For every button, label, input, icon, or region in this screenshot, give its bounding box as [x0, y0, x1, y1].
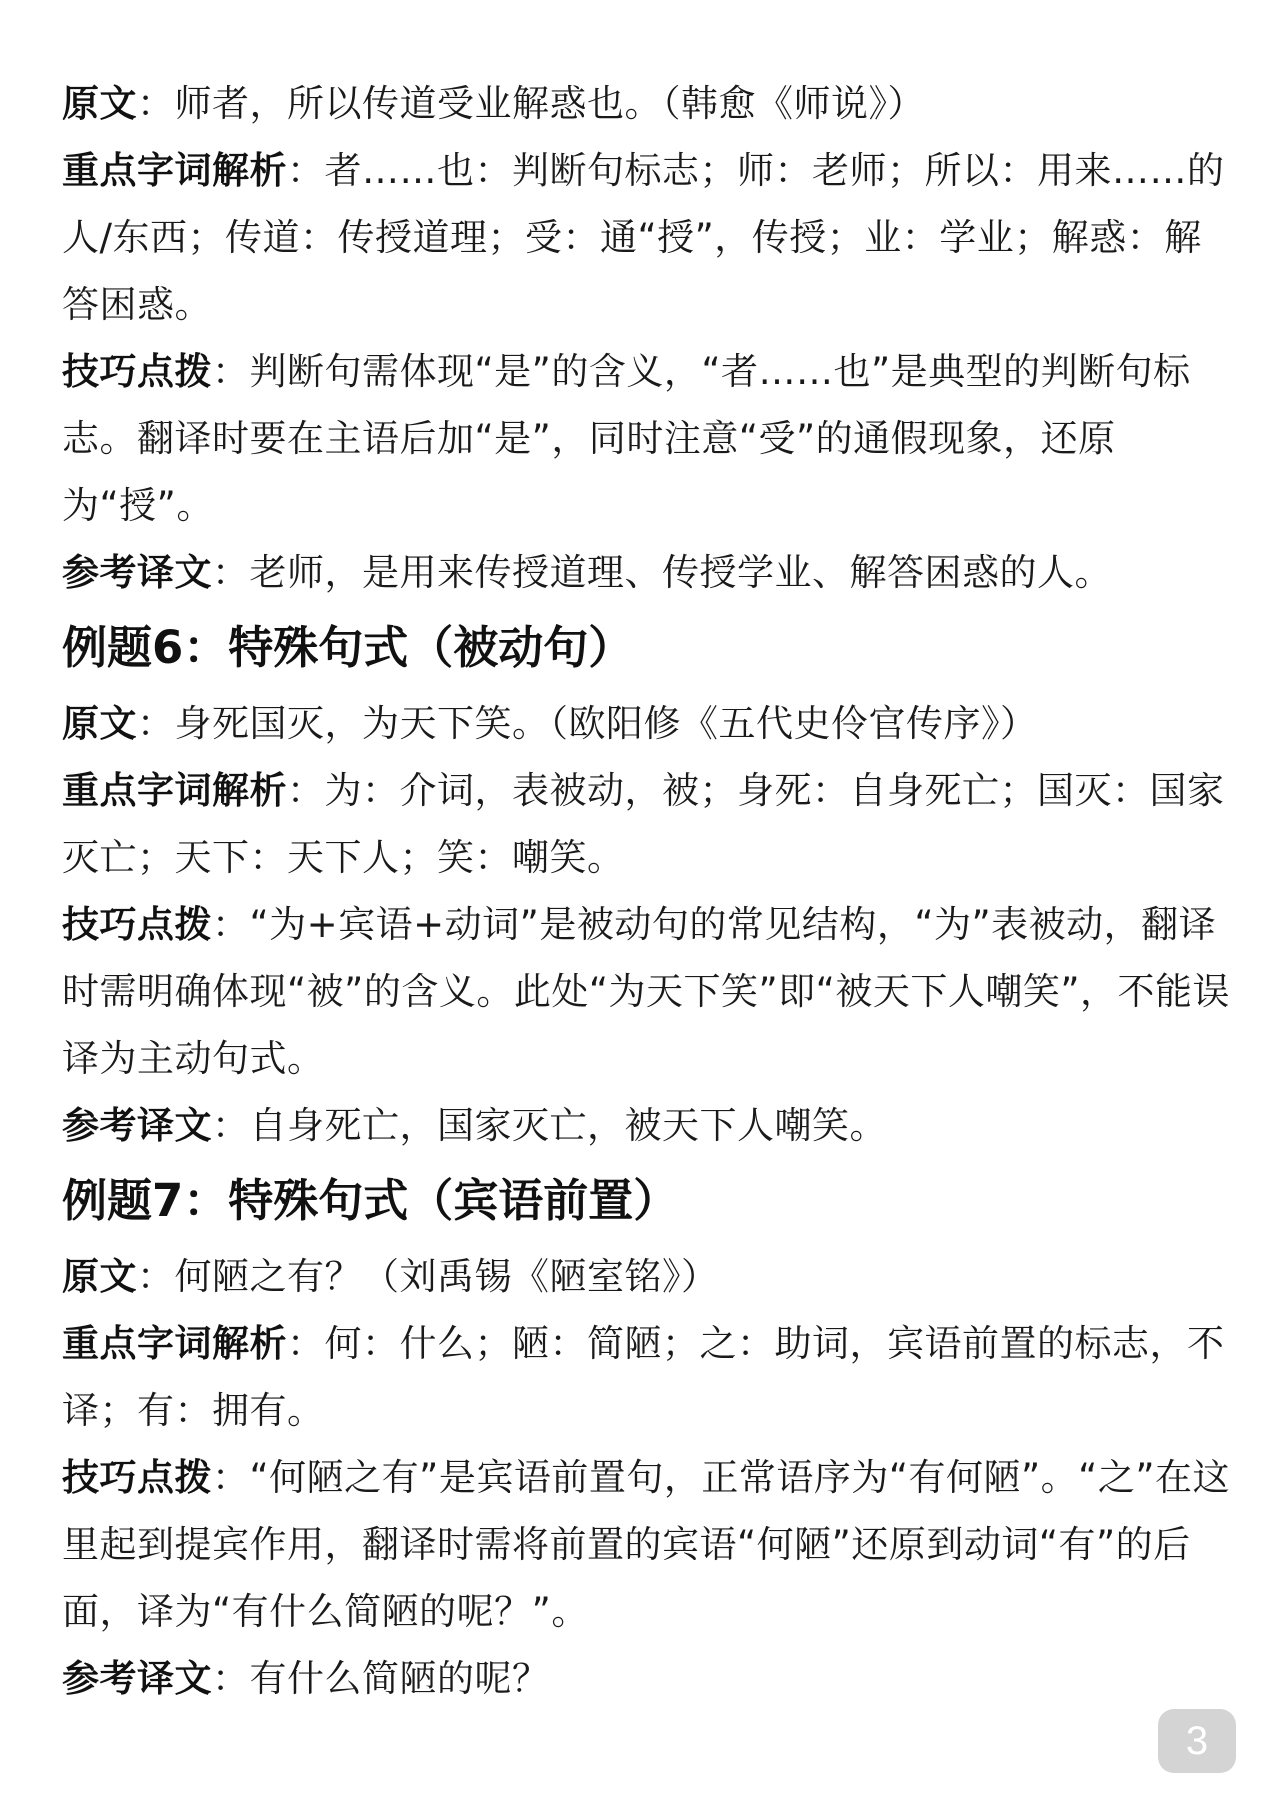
paragraph — [62, 1092, 1232, 1159]
paragraph-text: ：何陋之有？（刘禹锡《陋室铭》） — [137, 1255, 719, 1298]
paragraph-text: ：“为+宾语+动词”是被动句的常见结构，“为”表被动，翻译时需明确体现“被”的含义。此处“为天下笑”即“被天下人嘲笑”，不能误译为主动句式。 — [62, 903, 1231, 1080]
paragraph — [62, 690, 1232, 757]
paragraph-label: 原文 — [62, 702, 137, 745]
paragraph-label: 参考译文 — [62, 1104, 212, 1147]
paragraph — [62, 1310, 1232, 1444]
paragraph — [62, 891, 1232, 1092]
paragraph-text: ：身死国灭，为天下笑。（欧阳修《五代史伶官传序》） — [137, 702, 1038, 745]
paragraph-label: 参考译文 — [62, 551, 212, 594]
paragraph-text: ：为：介词，表被动，被；身死：自身死亡；国灭：国家灭亡；天下：天下人；笑：嘲笑。 — [62, 769, 1225, 879]
paragraph-label: 技巧点拨 — [62, 903, 212, 946]
paragraph-text: ：自身死亡，国家灭亡，被天下人嘲笑。 — [212, 1104, 887, 1147]
paragraph-text: ：师者，所以传道受业解惑也。（韩愈《师说》） — [137, 82, 925, 125]
document-body — [62, 70, 1232, 1712]
paragraph-text: ：老师，是用来传授道理、传授学业、解答困惑的人。 — [212, 551, 1112, 594]
paragraph-label: 参考译文 — [62, 1657, 212, 1700]
paragraph-text: ：有什么简陋的呢？ — [212, 1657, 550, 1700]
paragraph — [62, 1444, 1232, 1645]
paragraph-text: ：者……也：判断句标志；师：老师；所以：用来……的人/东西；传道：传授道理；受：通“授”，传授；业：学业；解惑：解答困惑。 — [62, 149, 1225, 326]
paragraph — [62, 137, 1232, 338]
section-heading: 例题7：特殊句式（宾语前置） — [62, 1174, 679, 1227]
paragraph-label: 重点字词解析 — [62, 1322, 287, 1365]
paragraph-label: 技巧点拨 — [62, 1456, 212, 1499]
paragraph — [62, 1645, 1232, 1712]
section-heading: 例题6：特殊句式（被动句） — [62, 621, 634, 674]
paragraph-label: 重点字词解析 — [62, 149, 287, 192]
paragraph-label: 原文 — [62, 1255, 137, 1298]
page-number-badge: 3 — [1158, 1709, 1236, 1773]
paragraph — [62, 1243, 1232, 1310]
paragraph-label: 原文 — [62, 82, 137, 125]
paragraph-label: 重点字词解析 — [62, 769, 287, 812]
paragraph — [62, 757, 1232, 891]
paragraph-label: 技巧点拨 — [62, 350, 212, 393]
paragraph — [62, 539, 1232, 606]
paragraph-text: ：“何陋之有”是宾语前置句，正常语序为“有何陋”。“之”在这里起到提宾作用，翻译时需将前置的宾语“何陋”还原到动词“有”的后面，译为“有什么简陋的呢？”。 — [62, 1456, 1231, 1633]
paragraph-text: ：何：什么；陋：简陋；之：助词，宾语前置的标志，不译；有：拥有。 — [62, 1322, 1225, 1432]
paragraph-text: ：判断句需体现“是”的含义，“者……也”是典型的判断句标志。翻译时要在主语后加“是”，同时注意“受”的通假现象，还原为“授”。 — [62, 350, 1191, 527]
paragraph — [62, 70, 1232, 137]
paragraph — [62, 338, 1232, 539]
